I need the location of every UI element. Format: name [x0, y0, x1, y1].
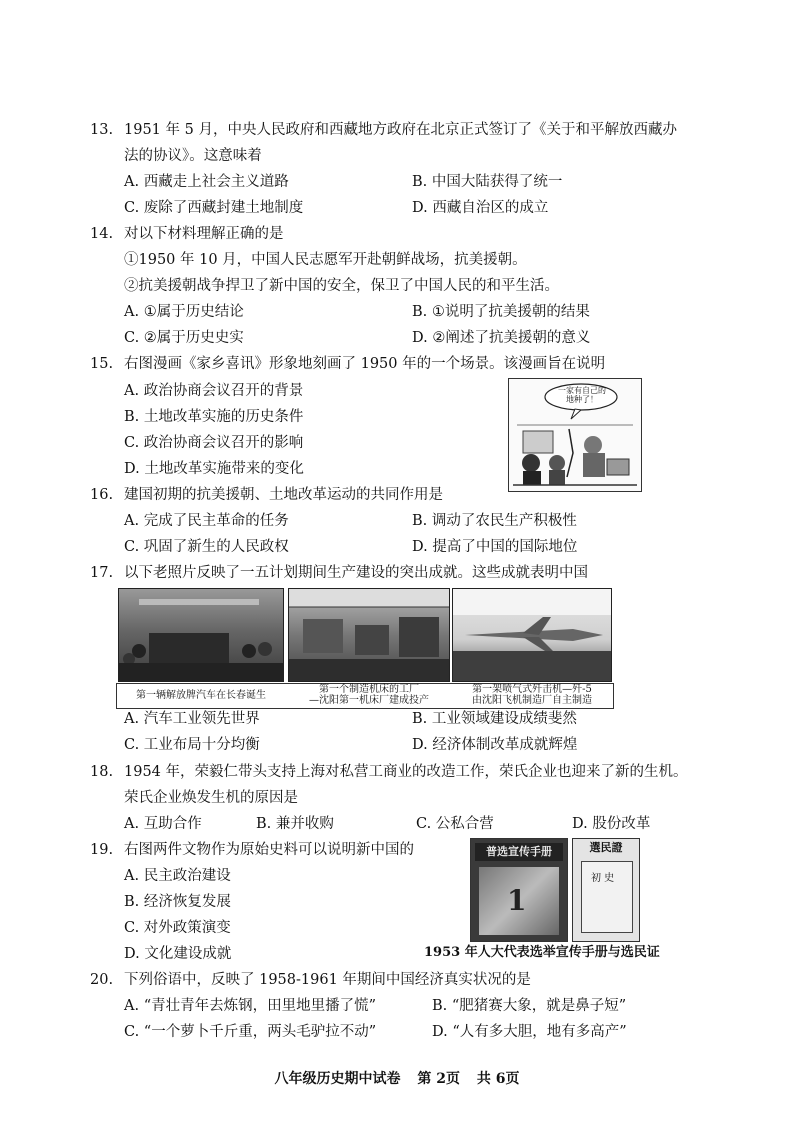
caption-3b: 由沈阳飞机制造厂自主制造 [472, 695, 592, 706]
photo-j5-jet-fighter [452, 588, 612, 682]
option-c: C. 公私合营 [416, 816, 494, 832]
question-stem-cont: 法的协议》。这意味着 [124, 148, 262, 164]
question-stem: 以下老照片反映了一五计划期间生产建设的突出成就。这些成就表明中国 [124, 565, 588, 581]
option-d: D. 股份改革 [572, 816, 651, 832]
photo-jet-scene [453, 589, 611, 681]
photo-first-jiefang-truck [118, 588, 284, 682]
option-b: B. 土地改革实施的历史条件 [124, 409, 304, 425]
question-stem: 下列俗语中，反映了 1958-1961 年期间中国经济真实状况的是 [124, 972, 531, 988]
election-handbook-image [470, 838, 568, 942]
voter-card-text: 初 史 [591, 873, 615, 884]
question-stem: 右图两件文物作为原始史料可以说明新中国的 [124, 842, 414, 858]
caption-3a: 第一架喷气式歼击机—歼-5 [472, 684, 592, 695]
option-c: C. 工业布局十分均衡 [124, 737, 260, 753]
question-stem: 右图漫画《家乡喜讯》形象地刻画了 1950 年的一个场景。该漫画旨在说明 [124, 356, 606, 372]
material-1: ①1950 年 10 月，中国人民志愿军开赴朝鲜战场，抗美援朝。 [124, 252, 527, 268]
question-stem: 1954 年，荣毅仁带头支持上海对私营工商业的改造工作，荣氏企业也迎来了新的生机。 [124, 764, 688, 780]
question-stem: 建国初期的抗美援朝、土地改革运动的共同作用是 [124, 487, 443, 503]
option-b: B. 兼并收购 [256, 816, 334, 832]
option-a: A. 完成了民主革命的任务 [124, 513, 289, 529]
option-b: B. 调动了农民生产积极性 [412, 513, 577, 529]
option-a: A. 互助合作 [124, 816, 202, 832]
footer-title: 八年级历史期中试卷 [274, 1071, 401, 1087]
question-number: 20. [90, 972, 114, 988]
option-d: D. 土地改革实施带来的变化 [124, 461, 304, 477]
question-number: 13. [90, 122, 114, 138]
option-b: B. “肥猪赛大象，就是鼻子短” [432, 998, 627, 1014]
option-a: A. “青壮青年去炼钢，田里地里播了慌” [124, 998, 377, 1014]
question-stem: 1951 年 5 月，中央人民政府和西藏地方政府在北京正式签订了《关于和平解放西藏办 [124, 122, 677, 138]
option-a: A. 西藏走上社会主义道路 [124, 174, 289, 190]
option-a: A. ①属于历史结论 [124, 304, 244, 320]
option-b: B. 经济恢复发展 [124, 894, 231, 910]
option-b: B. 中国大陆获得了统一 [412, 174, 563, 190]
option-a: A. 政治协商会议召开的背景 [124, 383, 304, 399]
question-stem: 对以下材料理解正确的是 [124, 226, 284, 242]
photo-caption-bar [116, 683, 614, 709]
option-a: A. 汽车工业领先世界 [124, 711, 260, 727]
question-stem-cont: 荣氏企业焕发生机的原因是 [124, 790, 298, 806]
page-footer [0, 1071, 794, 1089]
material-2: ②抗美援朝战争捍卫了新中国的安全，保卫了中国人民的和平生活。 [124, 278, 559, 294]
option-d: D. 提高了中国的国际地位 [412, 539, 578, 555]
question-number: 18. [90, 764, 114, 780]
option-d: D. 西藏自治区的成立 [412, 200, 549, 216]
photo-truck-scene [119, 589, 283, 681]
caption-2a: 第一个制造机床的工厂 [319, 684, 419, 695]
footer-page: 第 2页 [417, 1071, 460, 1087]
voter-card-title: 選民證 [589, 841, 623, 854]
option-a: A. 民主政治建设 [124, 868, 231, 884]
question-number: 19. [90, 842, 114, 858]
option-d: D. ②阐述了抗美援朝的意义 [412, 330, 591, 346]
handbook-number: 1 [507, 884, 527, 917]
option-c: C. 废除了西藏封建土地制度 [124, 200, 304, 216]
caption-1: 第一辆解放牌汽车在长春诞生 [136, 690, 266, 701]
option-d: D. 文化建设成就 [124, 946, 232, 962]
footer-total: 共 6页 [476, 1071, 520, 1087]
voter-card-body [581, 861, 633, 933]
question-number: 17. [90, 565, 114, 581]
option-c: C. 对外政策演变 [124, 920, 231, 936]
option-c: C. 巩固了新生的人民政权 [124, 539, 289, 555]
speech-bubble-text: 一家有自己的地种了！ [558, 386, 606, 404]
option-b: B. ①说明了抗美援朝的结果 [412, 304, 590, 320]
photo-shenyang-machine-tool-plant [288, 588, 450, 682]
question-number: 15. [90, 356, 114, 372]
question-number: 14. [90, 226, 114, 242]
option-c: C. 政治协商会议召开的影响 [124, 435, 304, 451]
figure-caption: 1953 年人大代表选举宣传手册与选民证 [424, 945, 660, 960]
option-d: D. 经济体制改革成就辉煌 [412, 737, 578, 753]
cartoon-jiaxiang-xixun [508, 378, 642, 492]
voter-card-image [572, 838, 640, 942]
question-number: 16. [90, 487, 114, 503]
option-c: C. “一个萝卜千斤重，两头毛驴拉不动” [124, 1024, 377, 1040]
photo-factory-scene [289, 589, 449, 681]
handbook-title: 普选宣传手册 [475, 843, 563, 861]
option-d: D. “人有多大胆，地有多高产” [432, 1024, 627, 1040]
option-b: B. 工业领域建设成绩斐然 [412, 711, 577, 727]
option-c: C. ②属于历史史实 [124, 330, 244, 346]
caption-2b: —沈阳第一机床厂建成投产 [309, 695, 429, 706]
